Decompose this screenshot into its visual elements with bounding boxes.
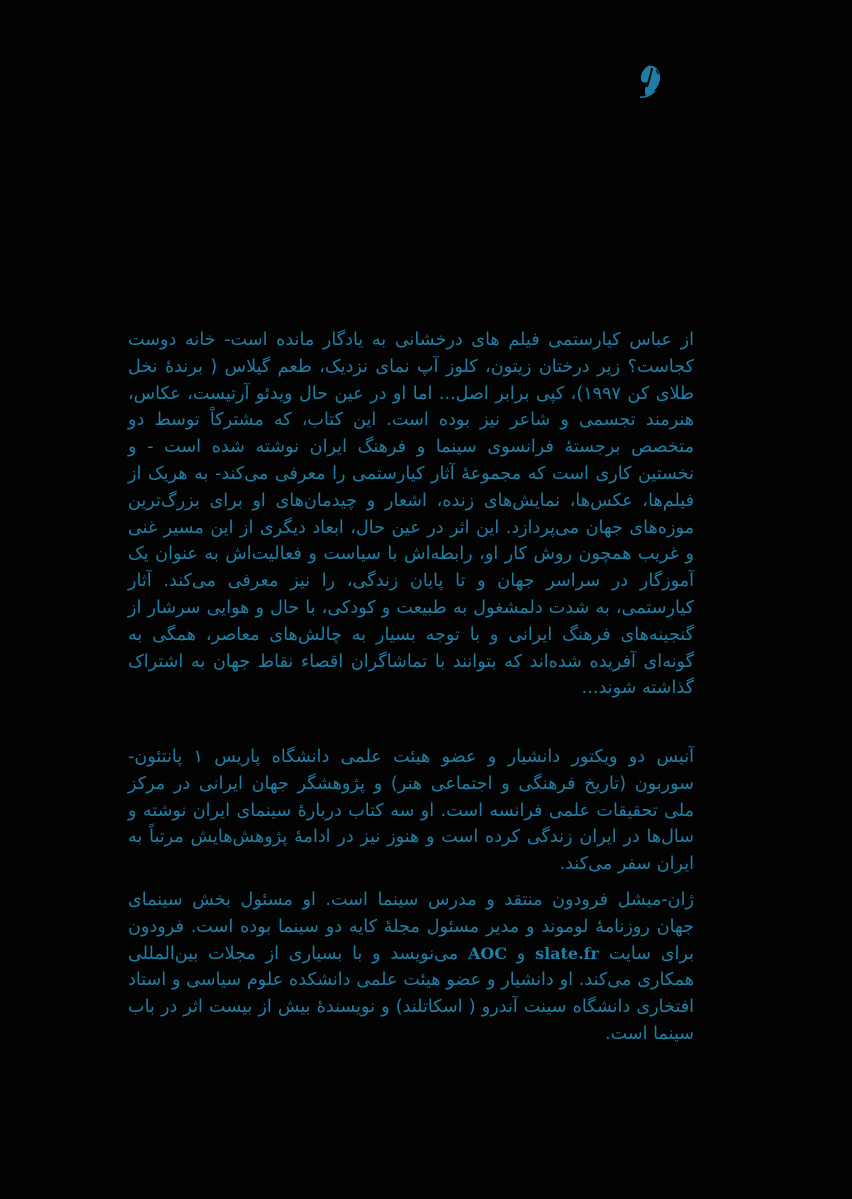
bio-text-part-3: می‌نویسد و با بسیاری از مجلات بین‌المللی همکاری می‌کند. او دانشیار و عضو هیئت علمی دانشکده علوم سیاسی و استاد افتخاری دانشگاه سینت آندرو ( اسکاتلند) و نویسندهٔ بیش از بیست اثر در باب سینما است.: [128, 943, 694, 1044]
bio-paragraph-1: آنیس دو ویکتور دانشیار و عضو هیئت علمی دانشگاه پاریس ۱ پانتئون- سوربون (تاریخ فرهنگی و اجتماعی هنر) و پژوهشگر جهان ایرانی در مرکز ملی تحقیقات علمی فرانسه است. او سه کتاب دربارهٔ سینمای ایران نوشته و سال‌ها در ایران زندگی کرده است و هنوز نیز در ادامهٔ پژوهش‌هایش مرتباً به ایران سفر می‌کند.: [128, 747, 694, 875]
bio-text-part-1: ژان-میشل فرودون منتقد و مدرس سینما است. او مسئول بخش سینمای جهان روزنامهٔ لوموند و مدیر مسئول مجلهٔ کایه دو سینما بوده است. فرودون برای سایت: [128, 890, 694, 964]
author-bio-agnes-devictor: [128, 744, 694, 878]
aoc-name: AOC: [467, 943, 508, 963]
description-paragraph: از عباس کیارستمی فیلم های درخشانی به یادگار مانده است- خانه دوست کجاست؟ زیر درختان زیتون، کلوز آپ نمای نزدیک، طعم گیلاس ( برندهٔ نخل طلای کن ۱۹۹۷)، کپی برابر اصل... اما او در عین حال ویدئو آرتیست، عکاس، هنرمند تجسمی و شاعر نیز بوده است. این کتاب، که مشترکاً توسط دو متخصص برجستهٔ فرانسوی سینما و فرهنگ ایران نوشته شده است - و نخستین کاری است که مجموعهٔ آثار کیارستمی را معرفی می‌کند- به هریک از فیلم‌ها، عکس‌ها، نمایش‌های زنده، اشعار و چیدمان‌های او برای بزرگ‌ترین موزه‌های جهان می‌پردازد. این اثر در عین حال، ابعاد دیگری از این مسیر غنی و غریب همچون روش کار او، رابطه‌اش با سیاست و فعالیت‌اش به عنوان یک آموزگار در سراسر جهان و تا پایان زندگی، را نیز معرفی می‌کند. آثار کیارستمی، به شدت دلمشغول به طبیعت و کودکی، با حال و هوایی سرشار از گنجینه‌های فرهنگ ایرانی و با توجه بسیار به چالش‌های معاصر، همگی به گونه‌ای آفریده شده‌اند که بتوانند با تماشاگران اقصاء نقاط جهان به اشتراک گذاشته شوند...: [128, 330, 694, 699]
bio-paragraph-2: [128, 887, 694, 1048]
publisher-bird-logo-icon: [634, 62, 666, 102]
book-description: [128, 327, 694, 702]
slate-fr-name: slate.fr: [535, 943, 599, 963]
bio-text-part-2: و: [507, 943, 536, 964]
author-bio-jean-michel-frodon: [128, 887, 694, 1048]
